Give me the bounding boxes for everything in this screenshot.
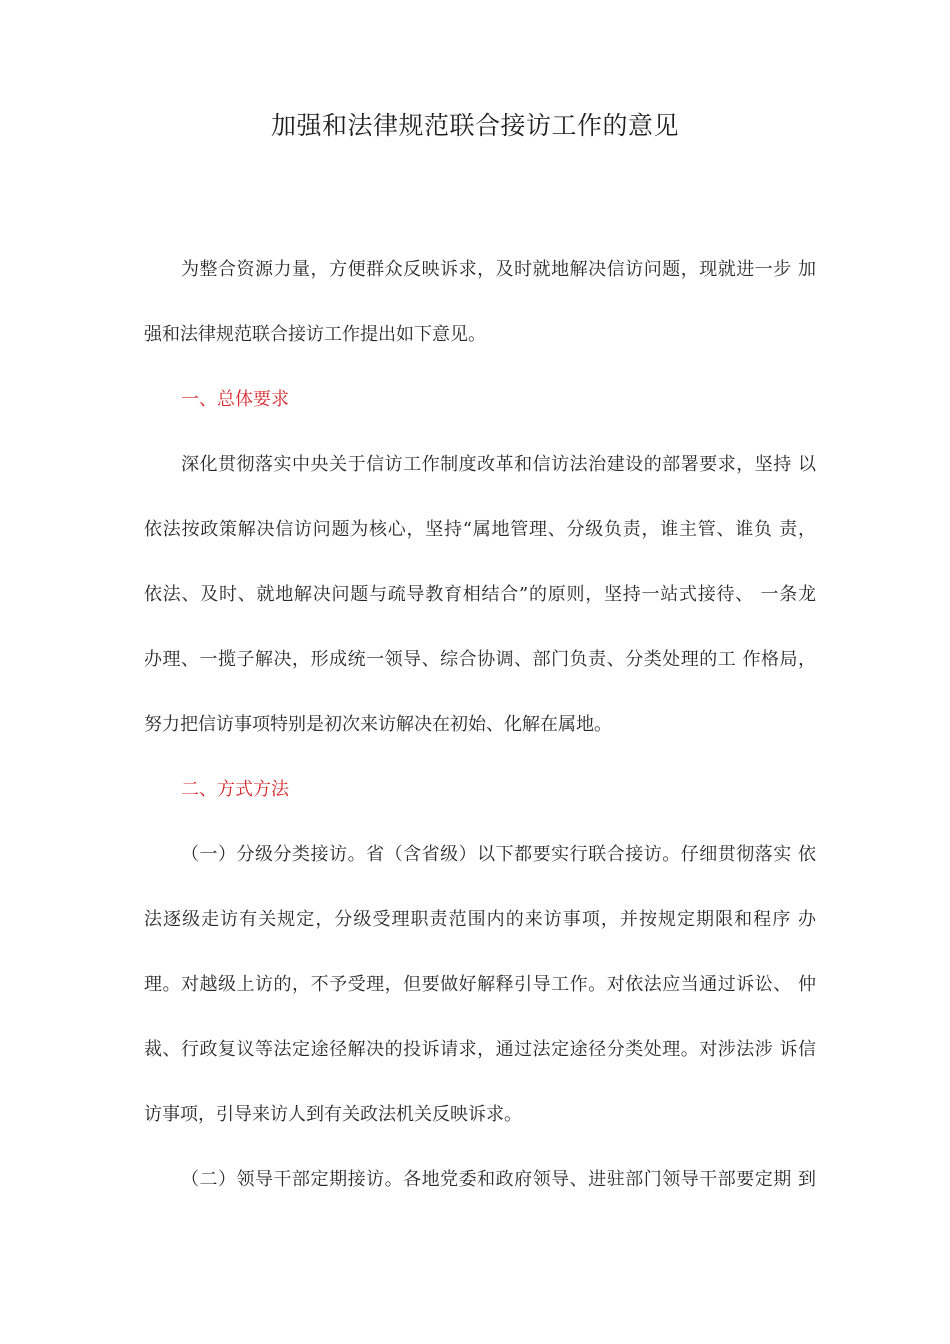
section2-item2-line-1: （二）领导干部定期接访。各地党委和政府领导、进驻部门领导干部要定期 到 bbox=[181, 1169, 816, 1190]
section2-item1-line-1: （一）分级分类接访。省（含省级）以下都要实行联合接访。仔细贯彻落实 依 bbox=[181, 844, 816, 865]
section-heading-methods: 二、方式方法 bbox=[181, 779, 289, 800]
section1-line-5: 努力把信访事项特别是初次来访解决在初始、化解在属地。 bbox=[144, 714, 612, 735]
section-heading-general-requirements: 一、总体要求 bbox=[181, 389, 289, 410]
intro-line-2: 强和法律规范联合接访工作提出如下意见。 bbox=[144, 324, 486, 345]
section1-line-2: 依法按政策解决信访问题为核心，坚持“属地管理、分级负责，谁主管、谁负 责， bbox=[144, 519, 816, 540]
section1-line-1: 深化贯彻落实中央关于信访工作制度改革和信访法治建设的部署要求，坚持 以 bbox=[181, 454, 816, 475]
section1-line-4: 办理、一揽子解决，形成统一领导、综合协调、部门负责、分类处理的工 作格局， bbox=[144, 649, 816, 670]
section2-item1-line-4: 裁、行政复议等法定途径解决的投诉请求，通过法定途径分类处理。对涉法涉 诉信 bbox=[144, 1039, 816, 1060]
section1-line-3: 依法、及时、就地解决问题与疏导教育相结合”的原则，坚持一站式接待、 一条龙 bbox=[144, 584, 816, 605]
intro-line-1: 为整合资源力量，方便群众反映诉求，及时就地解决信访问题，现就进一步 加 bbox=[181, 259, 816, 280]
section2-item1-line-2: 法逐级走访有关规定，分级受理职责范围内的来访事项，并按规定期限和程序 办 bbox=[144, 909, 816, 930]
section2-item1-line-3: 理。对越级上访的，不予受理，但要做好解释引导工作。对依法应当通过诉讼、 仲 bbox=[144, 974, 816, 995]
section2-item1-line-5: 访事项，引导来访人到有关政法机关反映诉求。 bbox=[144, 1104, 522, 1125]
document-title: 加强和法律规范联合接访工作的意见 bbox=[270, 111, 679, 140]
